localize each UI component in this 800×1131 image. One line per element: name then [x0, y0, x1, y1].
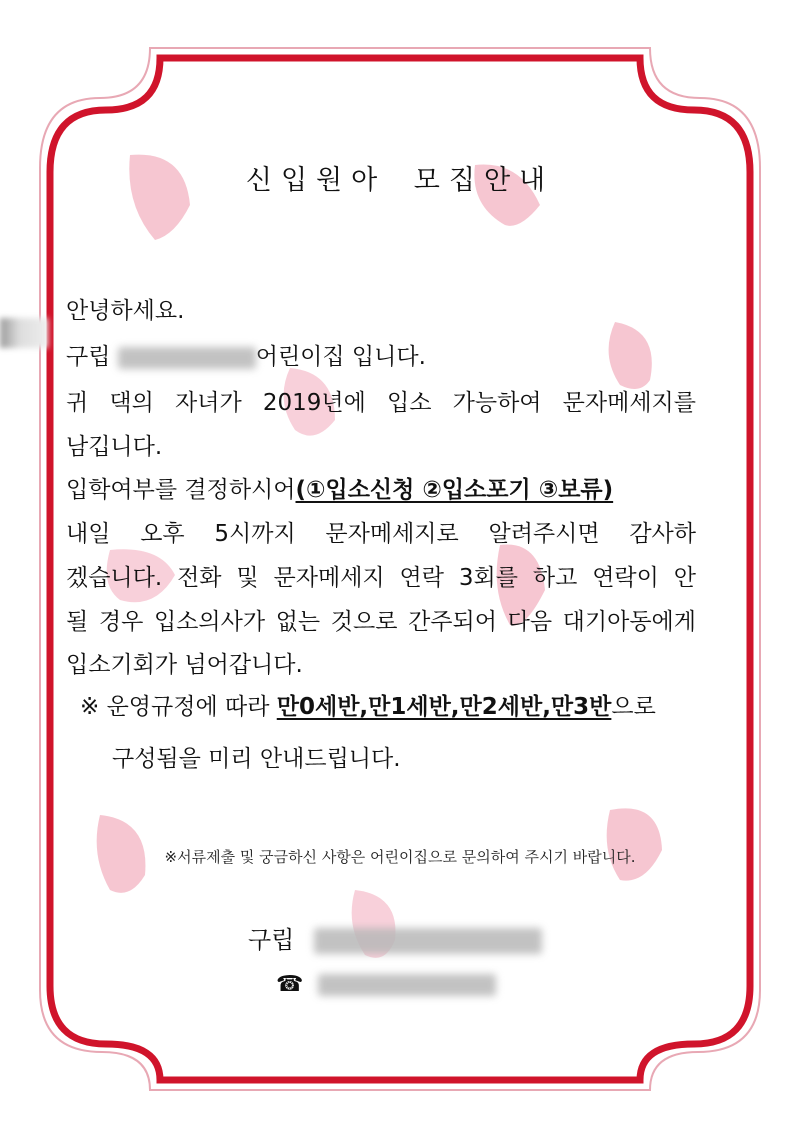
redacted-daycare-name — [118, 347, 256, 369]
body-line-8: 될 경우 입소의사가 없는 것으로 간주되어 다음 대기아동에게 — [66, 609, 696, 635]
body-line-6: 내일 오후 5시까지 문자메세지로 알려주시면 감사하 — [66, 521, 696, 547]
operation-note — [80, 688, 656, 721]
intro-prefix: 구립 — [66, 344, 111, 370]
cherry-petals — [97, 155, 662, 958]
redacted-daycare-fullname — [314, 928, 542, 954]
body-line-4: 남깁니다. — [66, 434, 163, 460]
operation-note-line2: 구성됨을 미리 안내드립니다. — [112, 746, 401, 772]
class-list: 만0세반,만1세반,만2세반,만3반 — [276, 694, 612, 720]
body-line-5 — [66, 471, 613, 504]
body-line-7: 겠습니다. 전화 및 문자메세지 연락 3회를 하고 연락이 안 — [66, 565, 696, 591]
intro-line — [66, 338, 426, 371]
page-title: 신입원아 모집안내 — [245, 165, 555, 196]
note-mark: ※ — [80, 694, 100, 720]
note-prefix: 운영규정에 따라 — [106, 694, 270, 720]
decision-options: (①입소신청 ②입소포기 ③보류) — [295, 477, 614, 503]
telephone-icon: ☎ — [276, 972, 304, 997]
inquiry-notice: ※서류제출 및 궁금하신 사항은 어린이집으로 문의하여 주시기 바랍니다. — [164, 848, 636, 866]
signature-prefix: 구립 — [248, 926, 295, 954]
intro-suffix: 어린이집 입니다. — [255, 344, 426, 370]
greeting-text: 안녕하세요. — [66, 298, 185, 324]
decision-prefix: 입학여부를 결정하시어 — [66, 477, 296, 503]
body-line-3: 귀 댁의 자녀가 2019년에 입소 가능하여 문자메세지를 — [66, 390, 696, 416]
signature-line — [248, 920, 542, 955]
note-suffix: 으로 — [611, 694, 656, 720]
phone-line — [276, 972, 496, 997]
blurred-edge-artifact — [0, 318, 48, 348]
body-line-9: 입소기회가 넘어갑니다. — [66, 652, 303, 678]
redacted-phone-number — [318, 974, 496, 996]
